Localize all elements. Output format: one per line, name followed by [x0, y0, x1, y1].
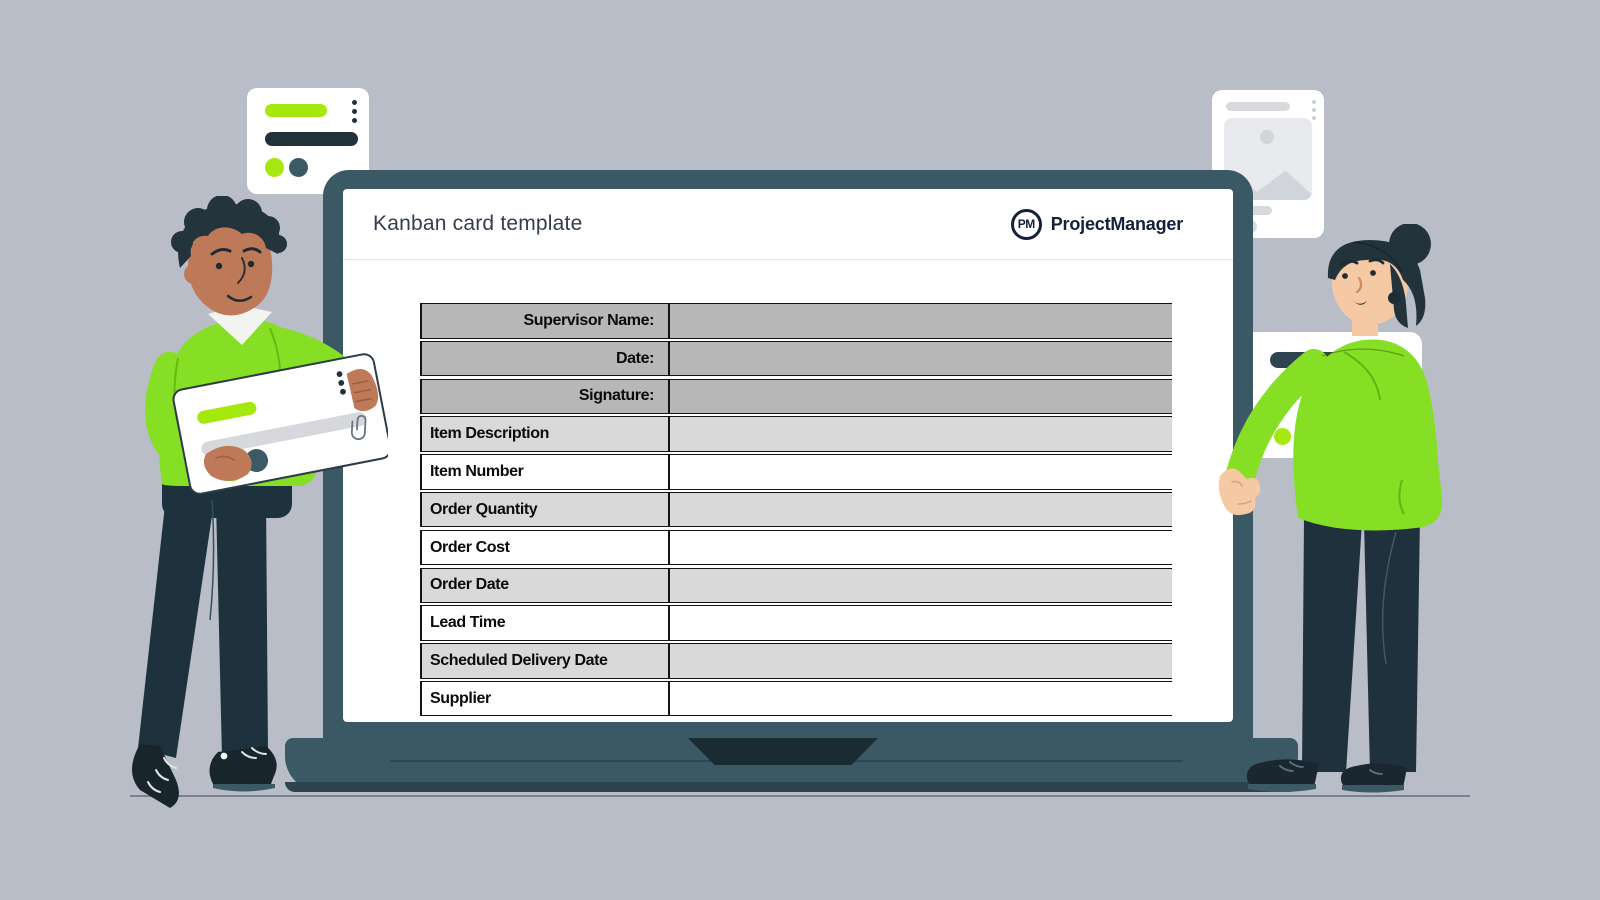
page-title: Kanban card template — [373, 212, 583, 235]
row-value — [670, 644, 1172, 678]
sun-icon — [1260, 130, 1274, 144]
woman-eye — [1370, 270, 1376, 276]
row-label: Item Number — [420, 455, 670, 489]
man-eye — [248, 261, 254, 267]
row-label: Item Description — [420, 417, 670, 451]
row-label: Supervisor Name: — [420, 304, 670, 338]
row-label: Order Date — [420, 569, 670, 603]
table-row — [420, 605, 1172, 641]
earring — [1388, 292, 1400, 304]
row-label: Supplier — [420, 682, 670, 716]
card-title-bar — [1226, 102, 1290, 111]
kanban-card-table — [420, 303, 1172, 719]
green-status-dot — [265, 158, 284, 177]
man-eye — [216, 263, 222, 269]
row-label: Order Cost — [420, 531, 670, 565]
row-value — [670, 304, 1172, 338]
teal-status-dot — [289, 158, 308, 177]
table-row — [420, 416, 1172, 452]
laptop-screen-frame — [323, 170, 1253, 738]
laptop-base — [285, 738, 1298, 792]
woman-head — [1328, 224, 1431, 336]
laptop-screen — [343, 189, 1233, 722]
man-legs — [138, 458, 292, 758]
row-value — [670, 417, 1172, 451]
row-value — [670, 531, 1172, 565]
card-text-bar — [265, 132, 358, 146]
table-row — [420, 492, 1172, 528]
woman-illustration — [1194, 224, 1458, 794]
row-value — [670, 493, 1172, 527]
document-header — [343, 189, 1233, 260]
woman-sweater — [1238, 340, 1442, 531]
card-accent-bar — [265, 104, 327, 117]
row-value — [670, 682, 1172, 716]
woman-eye — [1342, 273, 1348, 279]
row-value — [670, 342, 1172, 376]
row-label: Lead Time — [420, 606, 670, 640]
woman-legs — [1302, 516, 1420, 772]
man-illustration — [118, 196, 388, 810]
brand-logo — [1011, 209, 1183, 240]
row-value — [670, 380, 1172, 414]
brand-name: ProjectManager — [1050, 213, 1183, 234]
kebab-menu-icon — [352, 100, 357, 123]
row-value — [670, 455, 1172, 489]
row-label: Signature: — [420, 380, 670, 414]
man-left-hand — [204, 446, 252, 481]
row-label: Scheduled Delivery Date — [420, 644, 670, 678]
table-row — [420, 568, 1172, 604]
table-row — [420, 379, 1172, 415]
man-shoes — [132, 744, 277, 808]
laptop-hinge-notch — [688, 738, 878, 765]
pm-monogram-icon: PM — [1011, 209, 1042, 240]
kebab-menu-icon — [1312, 100, 1316, 120]
table-row — [420, 530, 1172, 566]
table-row — [420, 681, 1172, 717]
table-row — [420, 303, 1172, 339]
table-row — [420, 341, 1172, 377]
row-value — [670, 606, 1172, 640]
table-row — [420, 643, 1172, 679]
table-row — [420, 454, 1172, 490]
row-label: Date: — [420, 342, 670, 376]
mountain-icon — [1246, 158, 1312, 200]
row-value — [670, 569, 1172, 603]
man-head — [171, 196, 287, 316]
laptop-base-edge — [285, 782, 1298, 792]
row-label: Order Quantity — [420, 493, 670, 527]
